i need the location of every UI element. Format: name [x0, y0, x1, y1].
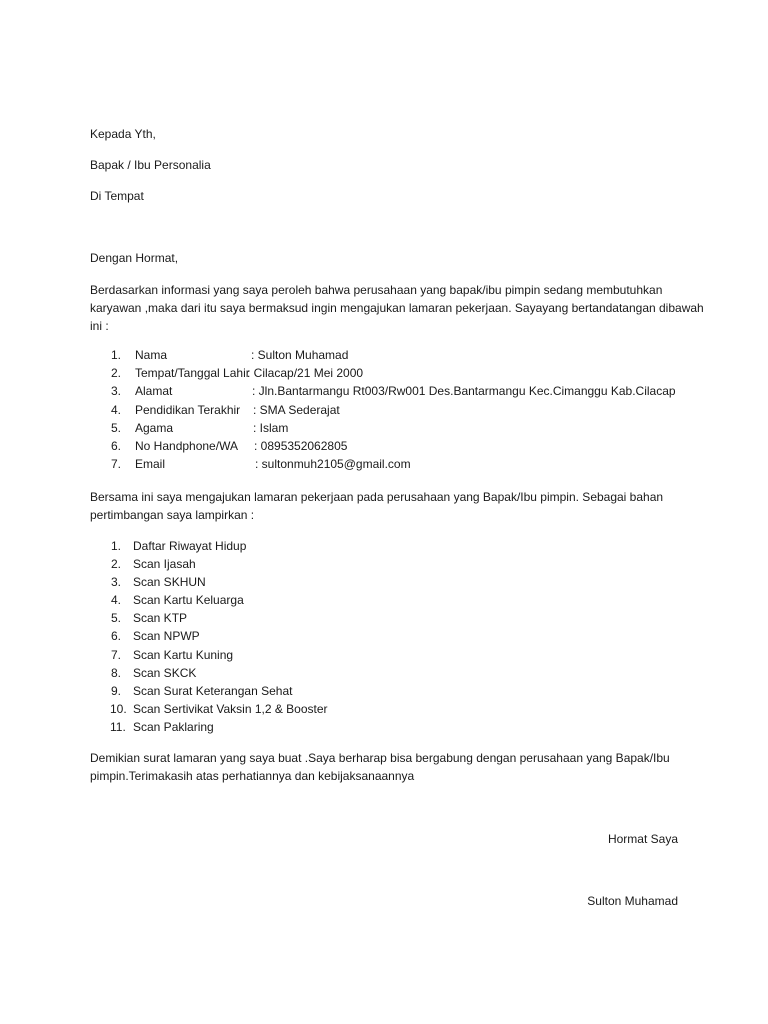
list-number: 2.: [111, 366, 122, 381]
intro-line: Berdasarkan informasi yang saya peroleh bahwa perusahaan yang bapak/ibu pimpin sedang membutuhkan: [90, 283, 663, 297]
field-value: : sultonmuh2105@gmail.com: [255, 457, 411, 472]
attachments-intro-line: Bersama ini saya mengajukan lamaran pekerjaan pada perusahaan yang Bapak/Ibu pimpin. Sebagai bahan: [90, 490, 664, 504]
attachment-label: Scan Sertivikat Vaksin 1,2 & Booster: [133, 701, 328, 716]
closing-line: pimpin.Terimakasih atas perhatiannya dan kebijaksanaannya: [90, 769, 415, 783]
list-number: 6.: [111, 438, 122, 453]
attachment-label: Scan Kartu Keluarga: [133, 593, 244, 608]
attachment-label: Scan SKCK: [133, 665, 197, 680]
list-number: 11.: [110, 719, 126, 734]
list-number: 2.: [111, 557, 122, 572]
list-number: 5.: [111, 611, 122, 626]
list-number: 4.: [111, 402, 122, 417]
addressee-title: Bapak / Ibu Personalia: [90, 158, 211, 172]
attachments-intro-paragraph: [90, 488, 690, 524]
list-number: 7.: [111, 647, 122, 662]
addressee-line: Kepada Yth,: [90, 127, 156, 141]
list-number: 4.: [111, 593, 122, 608]
attachment-label: Scan Kartu Kuning: [133, 647, 234, 662]
field-label: Alamat: [135, 384, 173, 399]
list-number: 1.: [111, 539, 122, 553]
intro-paragraph: [90, 281, 704, 335]
list-number: 9.: [111, 683, 122, 698]
closing-paragraph: [90, 749, 690, 785]
list-number: 5.: [111, 420, 122, 435]
field-value: : Cilacap/21 Mei 2000: [247, 366, 364, 381]
field-label: Nama: [135, 348, 168, 362]
attachment-label: Scan Ijasah: [133, 557, 196, 572]
field-label: No Handphone/WA: [135, 438, 238, 453]
attachment-label: Scan Paklaring: [133, 719, 214, 734]
list-number: 1.: [111, 348, 122, 362]
field-value: : SMA Sederajat: [253, 402, 340, 417]
attachments-intro-line: pertimbangan saya lampirkan :: [90, 508, 255, 522]
sign-off: Hormat Saya: [607, 832, 678, 846]
intro-line: karyawan ,maka dari itu saya bermaksud ingin mengajukan lamaran pekerjaan. Sayayang bertandatangan dibawah: [90, 301, 704, 315]
addressee-place: Di Tempat: [90, 189, 144, 203]
field-label: Email: [135, 457, 166, 472]
list-number: 10.: [110, 701, 127, 716]
signature-name: Sulton Muhamad: [587, 894, 678, 908]
salutation: Dengan Hormat,: [90, 251, 179, 265]
field-label: Pendidikan Terakhir: [135, 402, 241, 417]
field-value: : 0895352062805: [254, 438, 348, 453]
attachment-label: Daftar Riwayat Hidup: [133, 539, 247, 553]
attachment-label: Scan SKHUN: [133, 575, 206, 590]
attachment-label: Scan NPWP: [133, 629, 200, 644]
field-value: : Islam: [253, 420, 289, 435]
field-label: Agama: [135, 420, 174, 435]
list-number: 8.: [111, 665, 122, 680]
list-number: 3.: [111, 575, 122, 590]
closing-line: Demikian surat lamaran yang saya buat .Saya berharap bisa bergabung dengan perusahaan yang Bapak/Ibu: [90, 751, 670, 765]
field-label: Tempat/Tanggal Lahir: [135, 366, 250, 381]
list-number: 3.: [111, 384, 122, 399]
list-number: 6.: [111, 629, 122, 644]
field-value: : Sulton Muhamad: [251, 348, 349, 362]
attachment-label: Scan KTP: [133, 611, 188, 626]
attachment-label: Scan Surat Keterangan Sehat: [133, 683, 293, 698]
list-number: 7.: [111, 457, 122, 472]
field-value: : Jln.Bantarmangu Rt003/Rw001 Des.Bantarmangu Kec.Cimanggu Kab.Cilacap: [252, 384, 676, 399]
intro-line: ini :: [90, 319, 109, 333]
